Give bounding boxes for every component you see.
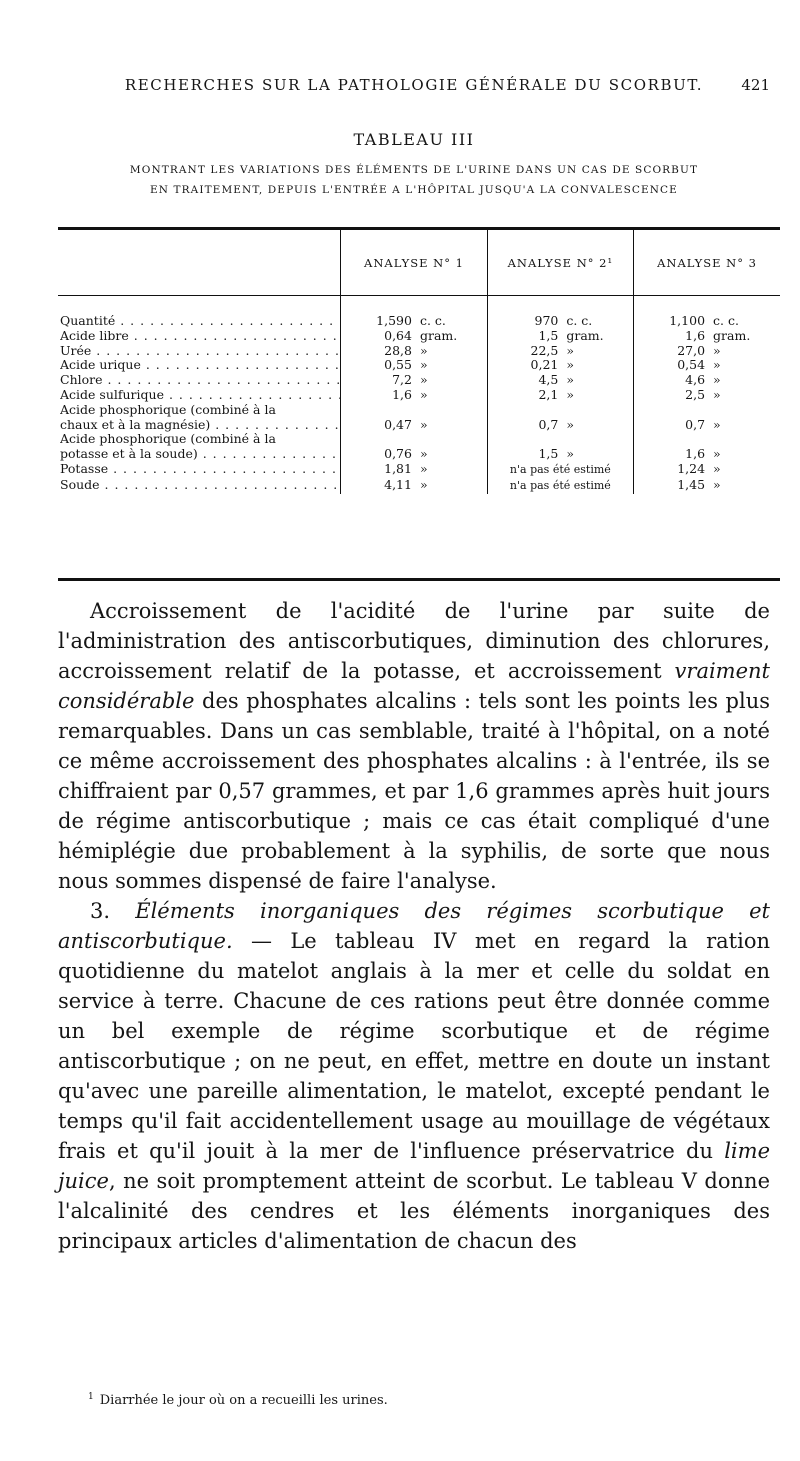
cell-unit: » xyxy=(419,416,428,432)
urine-analysis-table xyxy=(58,227,780,581)
section-title: Éléments inorganiques des régimes scorbutique et antiscorbutique. xyxy=(58,899,770,953)
cell-unit: c. c. xyxy=(566,313,593,328)
table-row xyxy=(58,432,780,462)
row-label xyxy=(58,462,341,478)
cell-value xyxy=(487,478,633,494)
cell-value xyxy=(487,329,633,344)
column-header: ANALYSE N° 1 xyxy=(341,230,487,296)
paragraph-text: Accroissement de l'acidité de l'urine par suite de l'administration des antiscorbutiques, diminution des chlorures, accroissement relatif de la potasse, et accroissement xyxy=(58,599,770,683)
column-header xyxy=(58,230,341,296)
cell-value xyxy=(341,432,487,462)
cell-unit: c. c. xyxy=(419,313,446,328)
cell-value xyxy=(634,296,780,329)
cell-number: 0,64 xyxy=(384,327,412,343)
cell-value xyxy=(487,462,633,478)
row-label-line: Urée . . . xyxy=(60,344,340,359)
cell-number: 1,45 xyxy=(677,476,706,492)
cell-unit: gram. xyxy=(419,327,458,343)
footnote-mark: 1 xyxy=(88,1392,94,1402)
cell-value xyxy=(634,462,780,478)
table-subtitle xyxy=(58,160,770,200)
cell-unit: » xyxy=(566,342,575,358)
emphasis: vraiment considérable xyxy=(58,659,770,713)
row-label-line: potasse et à la soude) . . . xyxy=(60,447,340,462)
table-title: TABLEAU III xyxy=(353,130,475,149)
paragraph-text: des phosphates alcalins : tels sont les points les plus remarquables. Dans un cas semblable, traité à l'hôpital, on a noté ce même accroissement des phosphates alcalins : à l'entrée, ils se chiffraient par 0,57 grammes, et par 1,6 grammes après huit jours de régime antiscorbutique ; mais ce cas était compliqué d'une hémiplégie due probablement à la syphilis, de sorte que nous nous sommes dispensé de faire l'analyse. xyxy=(58,689,770,893)
cell-unit: » xyxy=(713,446,721,462)
cell-value xyxy=(487,344,633,359)
cell-number: 22,5 xyxy=(530,342,559,358)
row-label-line: Acide phosphorique (combiné à la xyxy=(60,432,276,447)
cell-unit: » xyxy=(419,460,428,476)
cell-value xyxy=(341,388,487,403)
cell-unit: » xyxy=(713,372,721,388)
cell-value xyxy=(634,358,780,373)
cell-number: 1,81 xyxy=(384,460,412,476)
row-label xyxy=(58,403,341,433)
paragraph xyxy=(58,596,770,896)
table-row xyxy=(58,373,780,388)
row-label xyxy=(58,358,341,373)
cell-number: 0,47 xyxy=(384,416,412,432)
row-label-line: Acide sulfurique . . . xyxy=(60,388,340,403)
row-label-line: Acide urique . . . xyxy=(60,358,340,373)
table-body xyxy=(58,296,780,494)
cell-value xyxy=(341,344,487,359)
cell-number: 7,2 xyxy=(392,372,412,388)
cell-number: 4,11 xyxy=(384,476,412,492)
cell-unit: » xyxy=(419,476,428,492)
cell-unit: » xyxy=(713,342,721,358)
table-row xyxy=(58,329,780,344)
cell-value xyxy=(487,373,633,388)
cell-unit: » xyxy=(566,386,575,402)
cell-value xyxy=(341,358,487,373)
cell-value xyxy=(634,432,780,462)
cell-value xyxy=(341,462,487,478)
cell-number: 1,24 xyxy=(677,460,706,476)
cell-unit: » xyxy=(566,416,575,432)
table-row xyxy=(58,403,780,433)
table-row xyxy=(58,388,780,403)
row-label-line: Chlore . . . xyxy=(60,373,340,388)
cell-unit: » xyxy=(419,446,428,462)
row-label-line: Soude . . . xyxy=(60,478,340,493)
cell-number: 1,6 xyxy=(685,327,706,343)
paragraph-text: , ne soit promptement atteint de scorbut. Le tableau V donne l'alcalinité des cendres et les éléments inorganiques des principaux articles d'alimentation de chacun des xyxy=(58,1169,770,1253)
cell-value xyxy=(341,329,487,344)
cell-value xyxy=(634,388,780,403)
cell-number: 4,6 xyxy=(685,372,706,388)
row-label-line: chaux et à la magnésie) . . . xyxy=(60,418,340,433)
cell-number: 0,7 xyxy=(685,416,706,432)
running-title: RECHERCHES SUR LA PATHOLOGIE GÉNÉRALE DU SCORBUT. xyxy=(124,76,704,94)
table-row xyxy=(58,296,780,329)
row-label xyxy=(58,478,341,494)
row-label-line: Acide phosphorique (combiné à la xyxy=(60,402,276,417)
cell-value xyxy=(487,432,633,462)
row-label xyxy=(58,296,341,329)
cell-number: 0,7 xyxy=(538,416,559,432)
cell-unit: » xyxy=(566,372,575,388)
cell-number: 0,54 xyxy=(677,357,706,373)
cell-unit: » xyxy=(566,357,575,373)
table-row xyxy=(58,462,780,478)
page-number: 421 xyxy=(741,76,770,94)
table-row xyxy=(58,358,780,373)
cell-value xyxy=(341,478,487,494)
page xyxy=(58,0,770,1461)
row-label xyxy=(58,344,341,359)
cell-number: 1,5 xyxy=(538,327,559,343)
cell-number: 1,5 xyxy=(538,446,559,462)
cell-number: 0,55 xyxy=(384,357,412,373)
footnote-text: Diarrhée le jour où on a recueilli les urines. xyxy=(99,1393,388,1408)
paragraph xyxy=(58,896,770,1256)
table-header-row xyxy=(58,230,780,296)
row-label-line: Acide libre . . . xyxy=(60,329,340,344)
cell-unit: gram. xyxy=(713,327,751,343)
cell-unit: » xyxy=(713,476,721,492)
cell-unit: » xyxy=(419,342,428,358)
table-subtitle-line-1: MONTRANT LES VARIATIONS DES ÉLÉMENTS DE L'URINE DANS UN CAS DE SCORBUT xyxy=(129,164,699,176)
footnote xyxy=(88,1392,768,1408)
cell-unit: » xyxy=(713,416,721,432)
cell-value xyxy=(487,296,633,329)
cell-unit: » xyxy=(419,386,428,402)
running-head xyxy=(58,76,770,100)
cell-value xyxy=(341,403,487,433)
paragraph-text: — Le tableau IV met en regard la ration quotidienne du matelot anglais à la mer et celle du soldat en service à terre. Chacune de ces rations peut être donnée comme un bel exemple de régime scorbutique et de régime antiscorbutique ; on ne peut, en effet, mettre en doute un instant qu'avec une pareille alimentation, le matelot, excepté pendant le temps qu'il fait accidentellement usage au mouillage de végétaux frais et qu'il jouit à la mer de l'influence préservatrice du xyxy=(58,929,770,1163)
cell-unit: » xyxy=(713,357,721,373)
cell-number: 28,8 xyxy=(384,342,412,358)
cell-number: 1,6 xyxy=(685,446,706,462)
cell-value xyxy=(634,344,780,359)
cell-unit: » xyxy=(566,446,575,462)
cell-unit: » xyxy=(713,460,721,476)
cell-value xyxy=(634,403,780,433)
emphasis: lime juice xyxy=(58,1139,770,1193)
cell-number: 970 xyxy=(534,313,559,328)
column-header: ANALYSE N° 3 xyxy=(634,230,780,296)
cell-value xyxy=(341,373,487,388)
cell-value xyxy=(487,388,633,403)
cell-number: 0,76 xyxy=(384,446,412,462)
table-row xyxy=(58,344,780,359)
cell-value xyxy=(487,403,633,433)
cell-note: n'a pas été estimé xyxy=(509,462,611,476)
row-label xyxy=(58,432,341,462)
row-label xyxy=(58,373,341,388)
cell-number: 0,21 xyxy=(530,357,559,373)
cell-number: 4,5 xyxy=(538,372,559,388)
cell-number: 1,590 xyxy=(376,313,412,328)
column-header: ANALYSE N° 2¹ xyxy=(487,230,633,296)
cell-value xyxy=(634,373,780,388)
table-row xyxy=(58,478,780,494)
cell-unit: » xyxy=(713,386,721,402)
cell-unit: gram. xyxy=(566,327,604,343)
cell-note: n'a pas été estimé xyxy=(509,478,611,492)
data-table xyxy=(58,230,780,494)
body-text xyxy=(58,596,770,1256)
cell-value xyxy=(634,329,780,344)
cell-number: 27,0 xyxy=(677,342,706,358)
cell-number: 2,5 xyxy=(685,386,706,402)
cell-value xyxy=(341,296,487,329)
row-label xyxy=(58,329,341,344)
cell-number: 1,100 xyxy=(669,313,706,328)
cell-unit: » xyxy=(419,372,428,388)
cell-unit: c. c. xyxy=(713,313,739,328)
table-subtitle-line-2: EN TRAITEMENT, DEPUIS L'ENTRÉE A L'HÔPITAL JUSQU'A LA CONVALESCENCE xyxy=(150,184,678,196)
cell-value xyxy=(487,358,633,373)
section-number: 3. xyxy=(90,899,136,923)
cell-number: 1,6 xyxy=(392,386,412,402)
row-label-line: Quantité . . . xyxy=(60,314,340,329)
row-label-line: Potasse . . . xyxy=(60,462,340,477)
cell-number: 2,1 xyxy=(538,386,559,402)
cell-unit: » xyxy=(419,357,428,373)
row-label xyxy=(58,388,341,403)
cell-value xyxy=(634,478,780,494)
